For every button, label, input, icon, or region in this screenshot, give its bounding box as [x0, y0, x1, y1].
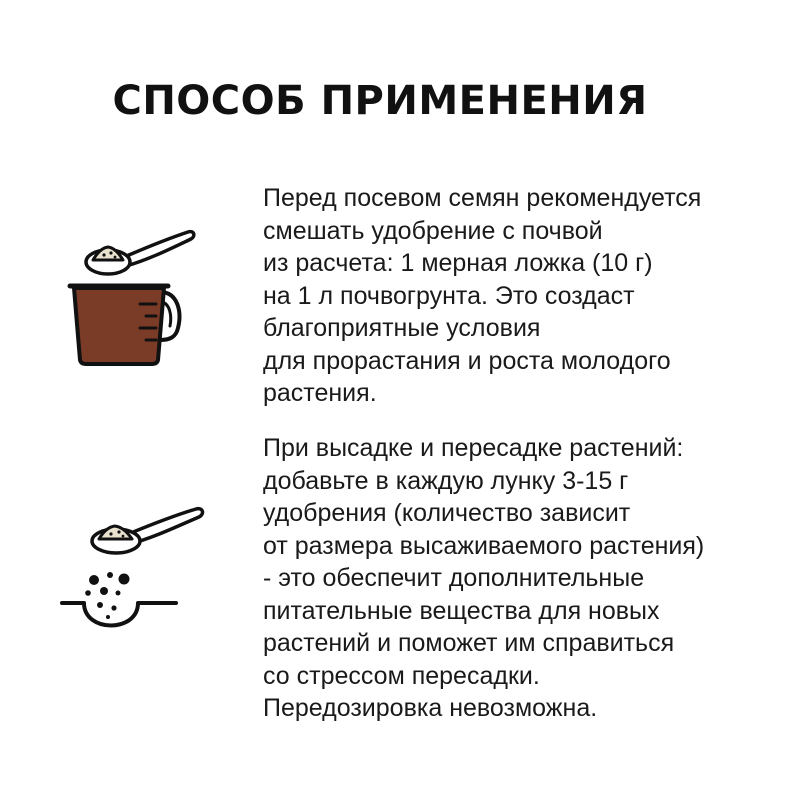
- spoon-planting-hole-icon: [58, 505, 218, 645]
- page-title: СПОСОБ ПРИМЕНЕНИЯ: [112, 78, 648, 124]
- text-line: со стрессом пересадки.: [263, 661, 540, 690]
- text-line: добавьте в каждую лунку 3-15 г: [263, 466, 629, 495]
- text-line: удобрения (количество зависит: [263, 499, 631, 527]
- text-line: - это обеспечит дополнительные: [263, 564, 645, 592]
- text-line: из расчета: 1 мерная ложка (10 г): [263, 249, 653, 277]
- text-line: смешать удобрение с почвой: [263, 216, 603, 245]
- text-line: на 1 л почвогрунта. Это создаст: [263, 281, 635, 310]
- text-line: питательные вещества для новых: [263, 596, 660, 625]
- measuring-cup-spoon-icon: [60, 222, 200, 372]
- text-line: При высадке и пересадке растений:: [263, 434, 684, 462]
- text-line: от размера высаживаемого растения): [263, 531, 705, 560]
- text-line: растения.: [263, 379, 377, 407]
- instruction-sowing: [263, 182, 701, 410]
- text-line: для прорастания и роста молодого: [263, 346, 671, 375]
- text-line: Перед посевом семян рекомендуется: [263, 184, 702, 212]
- instruction-transplanting: [263, 432, 704, 725]
- text-line: благоприятные условия: [263, 314, 541, 342]
- text-line: Передозировка невозможна.: [263, 694, 598, 722]
- text-line: растений и поможет им справиться: [263, 629, 675, 657]
